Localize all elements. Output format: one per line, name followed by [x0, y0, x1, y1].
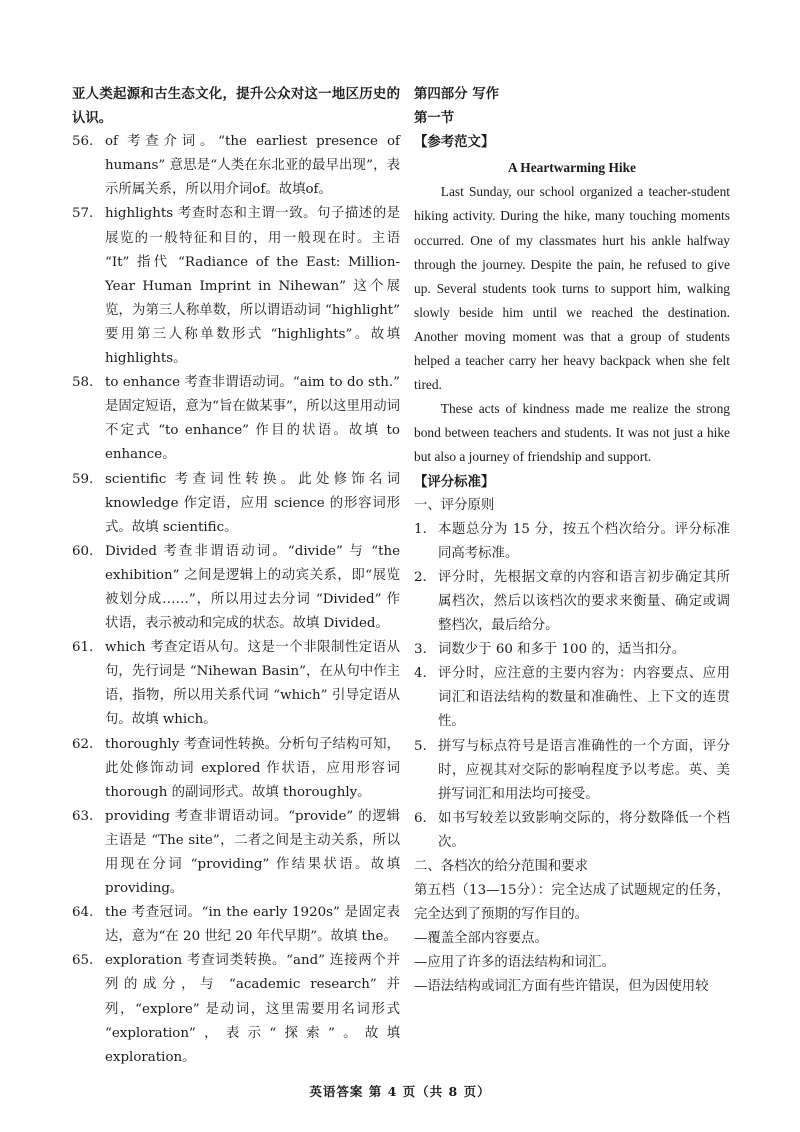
principles-list — [414, 518, 730, 855]
item-text: highlights 考查时态和主谓一致。句子描述的是展览的一般特征和目的，用一般现在时。主语 “It” 指代 “Radiance of the East: Million-Year Human Imprint in Nihewan” 这个展览，为第三人称单数，所以谓语动词 “highlight” 要用第三人称单数形式 “highlights”。故填 highlights。 — [105, 206, 400, 367]
answer-list — [72, 130, 400, 1070]
answer-item — [72, 130, 400, 202]
item-text: 词数少于 60 和多于 100 的，适当扣分。 — [438, 642, 686, 658]
item-text: which 考查定语从句。这是一个非限制性定语从句，先行词是 “Nihewan Basin”，在从句中作主语，指物，所以用关系代词 “which” 引导定语从句。故填 which。 — [105, 640, 400, 728]
item-text: Divided 考查非谓语动词。“divide” 与 “the exhibition” 之间是逻辑上的动宾关系，即“展览被划分成……”，所以用过去分词 “Divided” 作状语，表示被动和完成的状态。故填 Divided。 — [105, 543, 400, 632]
item-number: 3. — [414, 642, 427, 658]
item-number: 63. — [72, 808, 94, 824]
item-text: providing 考查非谓语动词。“provide” 的逻辑主语是 “The site”，二者之间是主动关系，所以用现在分词 “providing” 作结果状语。故填 providing。 — [105, 808, 400, 897]
sample-heading: 【参考范文】 — [414, 134, 495, 151]
answer-item — [72, 371, 400, 467]
intro-continuation: 亚人类起源和古生态文化，提升公众对这一地区历史的认识。 — [72, 86, 400, 127]
essay-title: A Heartwarming Hike — [508, 160, 636, 176]
answer-item — [72, 540, 400, 636]
principle-item — [414, 662, 730, 734]
item-number: 59. — [72, 471, 94, 487]
item-number: 58. — [72, 375, 94, 391]
level5-points — [414, 927, 730, 999]
item-number: 60. — [72, 543, 94, 559]
principles-heading: 一、评分原则 — [414, 497, 495, 513]
item-number: 62. — [72, 736, 94, 752]
item-text: exploration 考查词类转换。“and” 连接两个并列的成分，与 “academic research” 并列，“explore” 是动词，这里需要用名词形式 “exploration”，表示“探索”。故填 exploration。 — [105, 953, 400, 1065]
criteria-heading: 【评分标准】 — [414, 473, 495, 490]
principle-item — [414, 807, 730, 855]
answer-item — [72, 202, 400, 371]
essay-paragraph: Last Sunday, our school organized a teacher-student hiking activity. During the hike, many touching moments occurred. One of my classmates hurt his ankle halfway through the journey. Despite the pain, he refused to give up. Several students took turns to support him, walking slowly beside him until we reached the destination. Another moving moment was that a group of students helped a teacher carry her heavy backpack when she felt tired. — [414, 184, 730, 393]
answer-item — [72, 805, 400, 901]
item-number: 5. — [414, 738, 427, 754]
answer-item — [72, 901, 400, 949]
item-number: 64. — [72, 905, 94, 921]
answer-item — [72, 949, 400, 1069]
page-footer: 英语答案 第 4 页（共 8 页） — [309, 1084, 491, 1099]
item-text: thoroughly 考查词性转换。分析句子结构可知，此处修饰动词 explored 作状语，应用形容词 thorough 的副词形式。故填 thoroughly。 — [105, 736, 400, 800]
levels-heading: 二、各档次的给分范围和要求 — [414, 859, 589, 874]
essay-paragraph: These acts of kindness made me realize the strong bond between teachers and students. It was not just a hike but also a journey of friendship and support. — [414, 401, 730, 465]
item-number: 2. — [414, 569, 427, 585]
level5-point: —应用了许多的语法结构和词汇。 — [414, 955, 615, 971]
section-heading: 第一节 — [414, 110, 455, 127]
item-text: to enhance 考查非谓语动词。“aim to do sth.” 是固定短语，意为“旨在做某事”，所以这里用动词不定式 “to enhance” 作目的状语。故填 to enhance。 — [105, 375, 400, 463]
item-text: of 考查介词。“the earliest presence of humans” 意思是“人类在东北亚的最早出现”，表示所属关系，所以用介词of。故填of。 — [105, 134, 400, 198]
item-number: 61. — [72, 640, 94, 656]
level5-point: —覆盖全部内容要点。 — [414, 931, 548, 947]
level5-description: 第五档（13—15分）：完全达成了试题规定的任务，完全达到了预期的写作目的。 — [414, 883, 730, 923]
item-text: 评分时，应注意的主要内容为：内容要点、应用词汇和语法结构的数量和准确性、上下文的连贯性。 — [438, 666, 730, 730]
right-column — [414, 82, 730, 1000]
left-column — [72, 82, 400, 1070]
answer-item — [72, 468, 400, 540]
sample-essay — [414, 180, 730, 469]
item-number: 65. — [72, 953, 94, 969]
part-heading: 第四部分 写作 — [414, 86, 500, 102]
principle-item — [414, 518, 730, 566]
answer-item — [72, 733, 400, 805]
item-text: 评分时，先根据文章的内容和语言初步确定其所属档次，然后以该档次的要求来衡量、确定或调整档次，最后给分。 — [438, 569, 730, 634]
answer-item — [72, 636, 400, 732]
principle-item — [414, 638, 730, 662]
item-number: 6. — [414, 810, 427, 826]
item-text: the 考查冠词。“in the early 1920s” 是固定表达，意为“在 20 世纪 20 年代早期”。故填 the。 — [105, 905, 400, 945]
item-text: scientific 考查词性转换。此处修饰名词 knowledge 作定语，应用 science 的形容词形式。故填 scientific。 — [105, 471, 400, 535]
item-number: 4. — [414, 666, 427, 682]
principle-item — [414, 566, 730, 638]
level5-point: —语法结构或词汇方面有些许错误，但为因使用较 — [414, 979, 709, 995]
item-number: 56. — [72, 134, 94, 150]
item-text: 拼写与标点符号是语言准确性的一个方面，评分时，应视其对交际的影响程度予以考虑。英、美拼写词汇和用法均可接受。 — [438, 738, 730, 802]
item-text: 如书写较差以致影响交际的，将分数降低一个档次。 — [438, 810, 730, 850]
item-number: 1. — [414, 521, 427, 537]
item-text: 本题总分为 15 分，按五个档次给分。评分标准同高考标准。 — [438, 521, 730, 561]
item-number: 57. — [72, 206, 94, 222]
principle-item — [414, 735, 730, 807]
